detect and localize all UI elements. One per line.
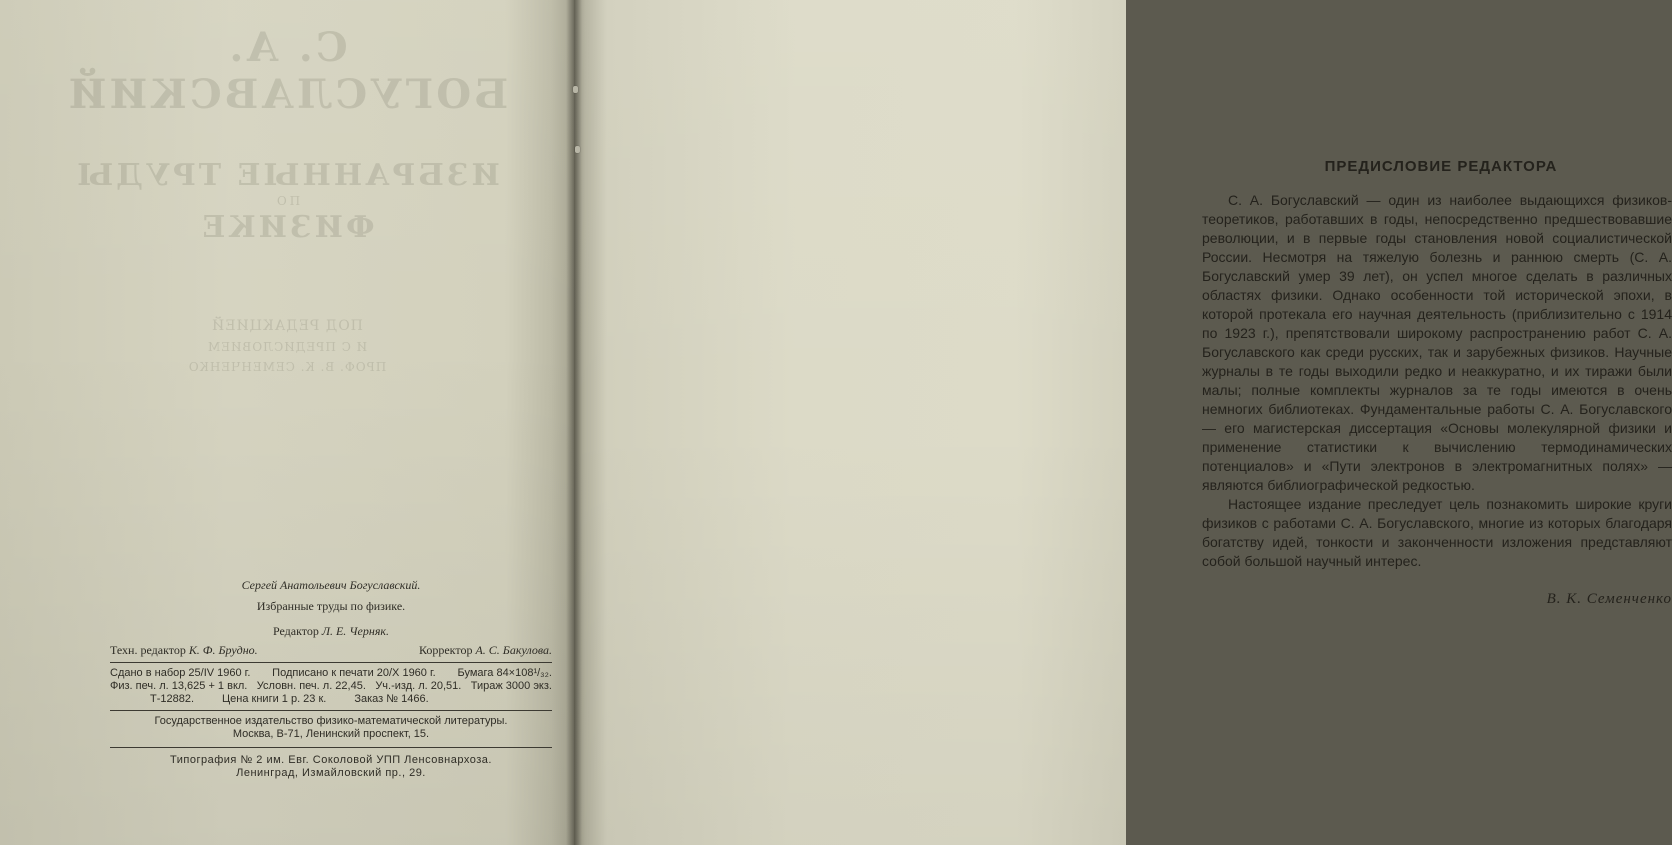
- show-through-text: ПОД РЕДАКЦИЕЙ: [211, 318, 363, 334]
- spec-row: [110, 693, 552, 706]
- preface-paragraph: Настоящее издание преследует цель познакомить широкие круги физиков с работами С. А. Богуславского, многие из которых благодаря богатству идей, тонкости и законченности изложения представляют собой большой научный интерес.: [1202, 496, 1672, 569]
- imprint-block: [110, 578, 552, 780]
- show-through-text: ПРОФ. В. К. СЕМЕНЧЕНКО: [187, 360, 387, 374]
- spec-text: Уч.-изд. л. 20,51.: [375, 680, 462, 692]
- imprint-tech-line: [110, 643, 552, 663]
- spec-text: Физ. печ. л. 13,625 + 1 вкл.: [110, 680, 248, 692]
- spec-text: Т-12882.: [150, 693, 195, 705]
- spec-text: Заказ № 1466.: [354, 693, 429, 705]
- proofreader-label: Корректор: [418, 643, 473, 657]
- printer-line: Типография № 2 им. Евг. Соколовой УПП Ленсовнархоза.: [170, 754, 492, 766]
- book-gutter: [566, 0, 582, 845]
- printer-line: Ленинград, Измайловский пр., 29.: [236, 767, 426, 779]
- tech-editor-label: Техн. редактор: [110, 643, 186, 657]
- preface-heading: ПРЕДИСЛОВИЕ РЕДАКТОРА: [1324, 158, 1558, 175]
- spec-text: Бумага 84×108¹/₃₂.: [457, 667, 552, 679]
- proofreader-name: А. С. Бакулова.: [475, 643, 552, 657]
- binding-staple: [575, 146, 580, 153]
- imprint-book-title: Избранные труды по физике.: [256, 599, 406, 613]
- publisher-line: Государственное издательство физико-математической литературы.: [154, 715, 508, 727]
- spec-text: Тираж 3000 экз.: [470, 680, 552, 692]
- show-through-text: ПО: [273, 194, 301, 208]
- imprint-editor: [110, 624, 552, 639]
- tech-editor: [110, 643, 258, 658]
- preface-signature: В. К. Семенченко: [1546, 591, 1672, 607]
- spec-text: Подписано к печати 20/X 1960 г.: [272, 667, 436, 679]
- binding-staple: [573, 86, 578, 93]
- show-through-text: С. А. БОГУСЛАВСКИЙ: [65, 24, 509, 118]
- publisher-line: Москва, В-71, Ленинский проспект, 15.: [232, 728, 430, 740]
- spec-row: [110, 667, 552, 680]
- preface-paragraph: С. А. Богуславский — один из наиболее выдающихся физиков-теоретиков, работавших в годы, непосредственно предшествовавшие революции, и в первые годы становления новой социалистической России. Несмотря на тяжелую болезнь и раннюю смерть (С. А. Богуславский умер 39 лет), он успел многое сделать в различных областях физики. Однако особенности той исторической эпохи, в которой протекала его научная деятельность (приблизительно с 1914 по 1923 г.), препятствовали широкому распространению работ С. А. Богуславского как среди русских, так и зарубежных физиков. Научные журналы в те годы выходили редко и неаккуратно, и их тиражи были малы; полные комплекты журналов за те годы имеются в очень немногих библиотеках. Фундаментальные работы С. А. Богуславского — его магистерская диссертация «Основы молекулярной физики и применение статистики к вычислению термодинамических потенциалов» и «Пути электронов в электромагнитных полях» — являются библиографической редкостью.: [1202, 192, 1672, 493]
- spec-row: [110, 680, 552, 693]
- proofreader: [419, 643, 552, 658]
- show-through-text: ИЗБРАННЫЕ ТРУДЫ: [74, 158, 500, 193]
- spec-text: Сдано в набор 25/IV 1960 г.: [110, 667, 251, 679]
- imprint-author: Сергей Анатольевич Богуславский.: [241, 578, 421, 592]
- spec-text: Условн. печ. л. 22,45.: [256, 680, 366, 692]
- left-page: [0, 0, 574, 845]
- editor-name: Л. Е. Черняк.: [321, 624, 390, 638]
- right-page: [574, 0, 1672, 845]
- editor-label: Редактор: [272, 624, 319, 638]
- show-through-text: И С ПРЕДИСЛОВИЕМ: [206, 340, 368, 354]
- tech-editor-name: К. Ф. Брудно.: [188, 643, 258, 657]
- editor-preface: [1202, 158, 1672, 608]
- spec-text: Цена книги 1 р. 23 к.: [222, 693, 327, 705]
- imprint-printer: [110, 754, 552, 780]
- show-through-text: ФИЗИКЕ: [199, 210, 375, 245]
- imprint-print-specs: [110, 667, 552, 711]
- imprint-publisher: [110, 715, 552, 748]
